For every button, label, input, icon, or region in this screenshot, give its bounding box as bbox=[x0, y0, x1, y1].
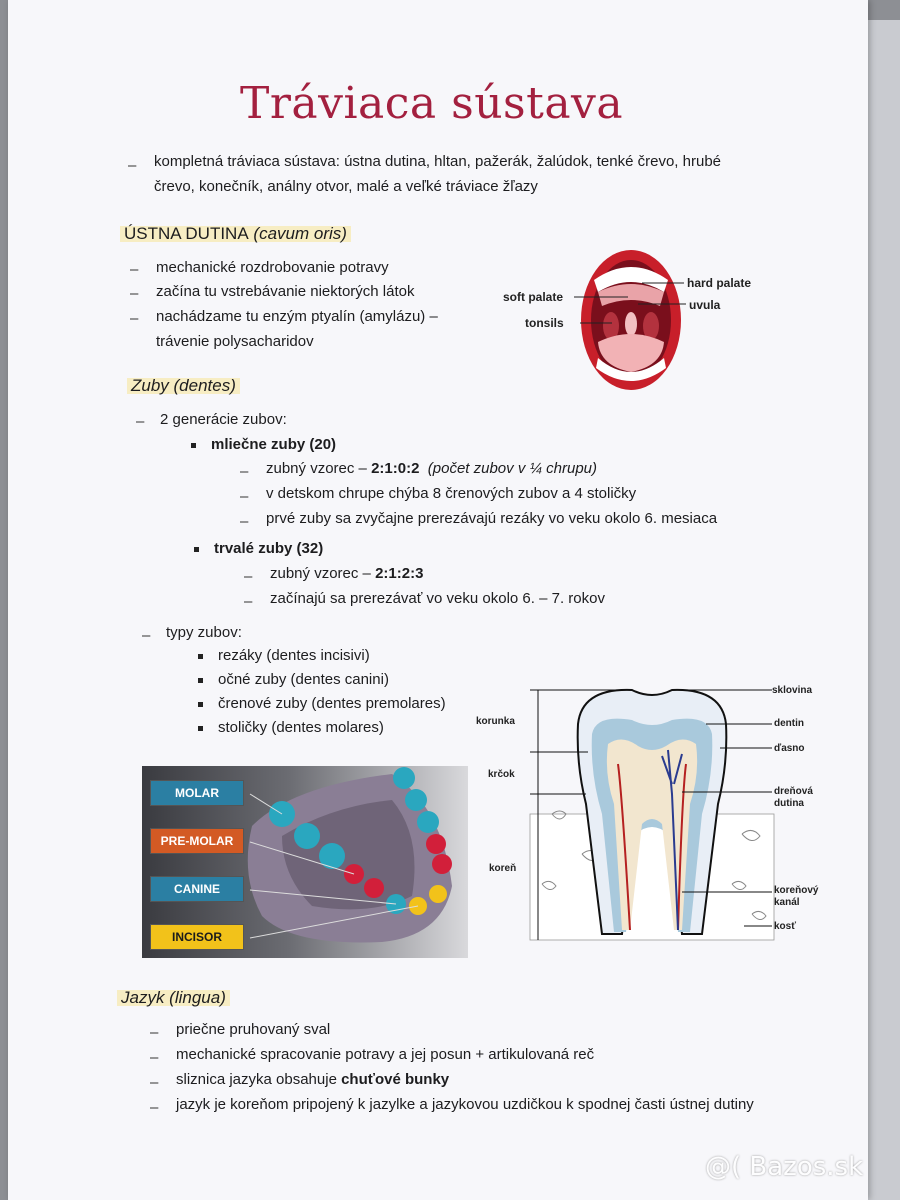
intro-line-2: črevo, konečník, análny otvor, malé a veľké tráviace žľazy bbox=[154, 178, 538, 195]
type-item-1: rezáky (dentes incisivi) bbox=[218, 647, 370, 664]
label-hard-palate: hard palate bbox=[687, 276, 752, 290]
label-koren: koreň bbox=[489, 863, 517, 874]
jazyk-item-3-text: sliznica jazyka obsahuje bbox=[176, 1071, 342, 1088]
page-title: Tráviaca sústava bbox=[240, 78, 624, 129]
tag-canine bbox=[150, 876, 244, 902]
heading-jazyk: Jazyk (lingua) bbox=[117, 988, 230, 1008]
tag-incisor-text: INCISOR bbox=[171, 930, 222, 944]
dash-marker: – bbox=[244, 593, 253, 610]
dash-marker: – bbox=[150, 1074, 159, 1091]
dash-marker: – bbox=[150, 1024, 159, 1041]
tag-premolar bbox=[150, 828, 244, 854]
tooth-cross-section bbox=[522, 684, 782, 946]
dash-marker: – bbox=[130, 310, 139, 327]
zuby-generations: 2 generácie zubov: bbox=[160, 411, 287, 428]
tag-molar-text: MOLAR bbox=[175, 786, 219, 800]
dash-marker: – bbox=[150, 1099, 159, 1116]
heading-ustna-main: ÚSTNA DUTINA bbox=[124, 224, 249, 243]
document-page bbox=[8, 0, 868, 1200]
type-item-3: črenové zuby (dentes premolares) bbox=[218, 695, 446, 712]
jazyk-item-3-bold: chuťové bunky bbox=[341, 1071, 450, 1088]
type-item-2: očné zuby (dentes canini) bbox=[218, 671, 389, 688]
permanent-formula: 2:1:2:3 bbox=[375, 565, 424, 582]
permanent-teeth-label: trvalé zuby (32) bbox=[214, 540, 324, 557]
bullet-marker bbox=[194, 547, 199, 552]
dash-marker: – bbox=[244, 568, 253, 585]
dash-marker: – bbox=[142, 627, 151, 644]
label-korenovy-1: koreňový bbox=[774, 885, 819, 896]
milk-note-2: v detskom chrupe chýba 8 črenových zubov a 4 stoličky bbox=[266, 485, 637, 502]
dash-marker: – bbox=[240, 488, 249, 505]
tag-molar bbox=[150, 780, 244, 806]
ustna-item-3: nachádzame tu enzým ptyalín (amylázu) – bbox=[156, 308, 438, 325]
label-drenova-1: dreňová bbox=[774, 786, 813, 797]
permanent-formula-prefix: zubný vzorec – bbox=[270, 565, 376, 582]
jazyk-item-1: priečne pruhovaný sval bbox=[176, 1021, 331, 1038]
label-korenovy-kanal bbox=[774, 885, 818, 909]
mouth-pointer-lines bbox=[568, 280, 698, 330]
label-kost: kosť bbox=[774, 921, 797, 932]
dash-marker: – bbox=[150, 1049, 159, 1066]
permanent-note-2: začínajú sa prerezávať vo veku okolo 6. – 7. rokov bbox=[270, 590, 605, 607]
bullet-marker bbox=[198, 678, 203, 683]
jazyk-item-3 bbox=[176, 1070, 449, 1090]
tag-incisor bbox=[150, 924, 244, 950]
heading-zuby: Zuby (dentes) bbox=[127, 376, 240, 396]
milk-formula-line bbox=[266, 459, 597, 479]
label-drenova-dutina bbox=[774, 786, 813, 810]
tag-premolar-text: PRE-MOLAR bbox=[160, 834, 234, 848]
heading-ustna-dutina bbox=[120, 224, 351, 244]
bullet-marker bbox=[198, 726, 203, 731]
ustna-item-1: mechanické rozdrobovanie potravy bbox=[156, 259, 389, 276]
site-watermark: @( Bazos.sk bbox=[705, 1152, 864, 1182]
heading-ustna-latin: (cavum oris) bbox=[253, 224, 347, 243]
ustna-item-4: trávenie polysacharidov bbox=[156, 333, 314, 350]
bullet-marker bbox=[191, 443, 196, 448]
dash-marker: – bbox=[130, 285, 139, 302]
label-soft-palate: soft palate bbox=[503, 290, 564, 304]
label-korenovy-2: kanál bbox=[774, 897, 800, 908]
permanent-formula-line bbox=[270, 564, 423, 584]
bullet-marker bbox=[198, 702, 203, 707]
types-label: typy zubov: bbox=[166, 624, 242, 641]
label-tonsils: tonsils bbox=[525, 316, 564, 330]
jazyk-item-4: jazyk je koreňom pripojený k jazylke a jazykovou uzdičkou k spodnej časti ústnej dutiny bbox=[176, 1096, 754, 1113]
milk-formula-note: (počet zubov v ¼ chrupu) bbox=[427, 460, 598, 477]
label-krcok: krčok bbox=[488, 769, 515, 780]
milk-formula-prefix: zubný vzorec – bbox=[266, 460, 372, 477]
tag-canine-text: CANINE bbox=[173, 882, 220, 896]
dash-marker: – bbox=[136, 413, 145, 430]
jazyk-item-2: mechanické spracovanie potravy a jej posun + artikulovaná reč bbox=[176, 1046, 595, 1063]
label-uvula: uvula bbox=[689, 298, 721, 312]
dash-marker: – bbox=[128, 157, 137, 174]
label-sklovina: sklovina bbox=[772, 685, 813, 696]
label-korunka: korunka bbox=[476, 716, 515, 727]
label-dentin: dentin bbox=[774, 718, 804, 729]
label-drenova-2: dutina bbox=[774, 798, 804, 809]
milk-teeth-label: mliečne zuby (20) bbox=[211, 436, 337, 453]
type-item-4: stoličky (dentes molares) bbox=[218, 719, 384, 736]
bullet-marker bbox=[198, 654, 203, 659]
milk-formula: 2:1:0:2 bbox=[371, 460, 420, 477]
ustna-item-2: začína tu vstrebávanie niektorých látok bbox=[156, 283, 415, 300]
intro-line-1: kompletná tráviaca sústava: ústna dutina, hltan, pažerák, žalúdok, tenké črevo, hrubé bbox=[154, 153, 721, 170]
dash-marker: – bbox=[240, 463, 249, 480]
label-dasno: ďasno bbox=[774, 743, 805, 754]
dash-marker: – bbox=[240, 513, 249, 530]
dash-marker: – bbox=[130, 261, 139, 278]
milk-note-3: prvé zuby sa zvyčajne prerezávajú rezáky vo veku okolo 6. mesiaca bbox=[266, 510, 718, 527]
